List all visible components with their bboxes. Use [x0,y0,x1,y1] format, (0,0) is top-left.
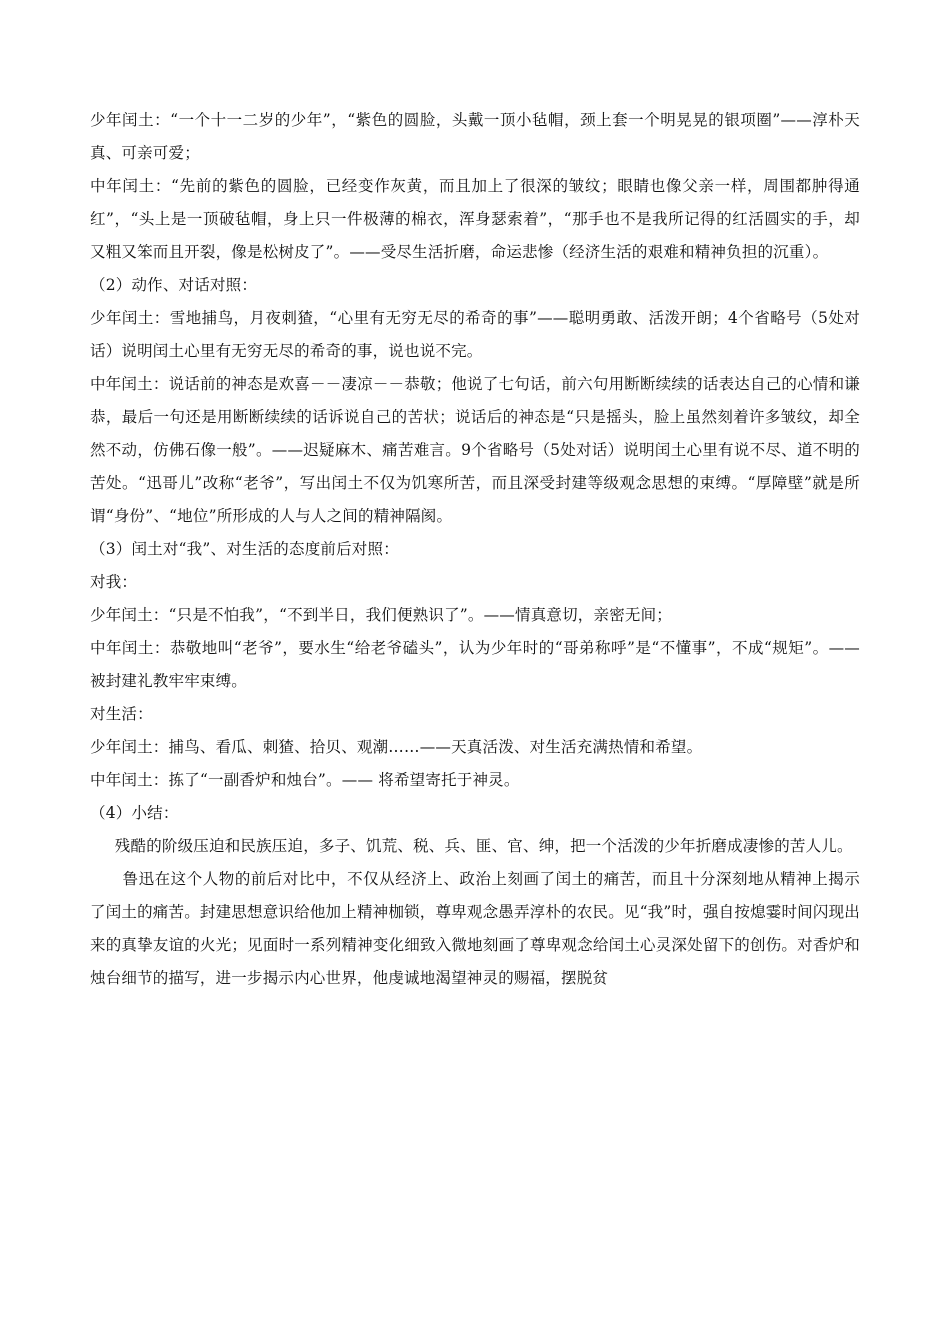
section-heading-summary: （4）小结： [90,804,179,822]
paragraph-middle-aged-runtu-toward-life: 中年闰土：拣了“一副香炉和烛台”。—— 将希望寄托于神灵。 [90,771,520,789]
paragraph-young-runtu-appearance: 少年闰土：“一个十一二岁的少年”，“紫色的圆脸，头戴一顶小毡帽，颈上套一个明晃晃的银项圈”——淳朴天真、可亲可爱； [90,111,860,162]
paragraph-summary-oppression: 残酷的阶级压迫和民族压迫，多子、饥荒、税、兵、匪、官、绅，把一个活泼的少年折磨成凄惨的苦人儿。 [114,837,853,855]
label-toward-life: 对生活： [90,705,153,723]
paragraph-middle-aged-runtu-toward-me: 中年闰土：恭敬地叫“老爷”，要水生“给老爷磕头”，认为少年时的“哥弟称呼”是“不懂事”，不成“规矩”。——被封建礼教牢牢束缚。 [90,639,860,690]
paragraph-middle-aged-runtu-dialogue: 中年闰土：说话前的神态是欢喜－－凄凉－－恭敬；他说了七句话，前六句用断断续续的话表达自己的心情和谦恭，最后一句还是用断断续续的话诉说自己的苦状；说话后的神态是“只是摇头，脸上虽然刻着许多皱纹，却全然不动，仿佛石像一般”。——迟疑麻木、痛苦难言。9个省略号（5处对话）说明闰土心里有说不尽、道不明的苦处。“迅哥儿”改称“老爷”，写出闰土不仅为饥寒所苦，而且深受封建等级观念思想的束缚。“厚障壁”就是所谓“身份”、“地位”所形成的人与人之间的精神隔阂。 [90,375,860,525]
paragraph-young-runtu-toward-life: 少年闰土：捕鸟、看瓜、刺猹、拾贝、观潮……——天真活泼、对生活充满热情和希望。 [90,738,703,756]
paragraph-middle-aged-runtu-appearance: 中年闰土：“先前的紫色的圆脸，已经变作灰黄，而且加上了很深的皱纹；眼睛也像父亲一样，周围都肿得通红”，“头上是一顶破毡帽，身上只一件极薄的棉衣，浑身瑟索着”，“那手也不是我所记得的红活圆实的手，却又粗又笨而且开裂，像是松树皮了”。——受尽生活折磨，命运悲惨（经济生活的艰难和精神负担的沉重）。 [90,177,860,261]
paragraph-young-runtu-actions: 少年闰土：雪地捕鸟，月夜刺猹，“心里有无穷无尽的希奇的事”——聪明勇敢、活泼开朗；4个省略号（5处对话）说明闰土心里有无穷无尽的希奇的事，说也说不完。 [90,309,860,360]
paragraph-summary-luxun-analysis: 鲁迅在这个人物的前后对比中，不仅从经济上、政治上刻画了闰土的痛苦，而且十分深刻地从精神上揭示了闰土的痛苦。封建思想意识给他加上精神枷锁，尊卑观念愚弄淳朴的农民。见“我”时，强自按熄霎时间闪现出来的真挚友谊的火光；见面时一系列精神变化细致入微地刻画了尊卑观念给闰土心灵深处留下的创伤。对香炉和烛台细节的描写，进一步揭示内心世界，他虔诚地渴望神灵的赐福，摆脱贫 [90,870,860,987]
section-heading-attitude: （3）闰土对“我”、对生活的态度前后对照： [90,540,399,558]
section-heading-actions-dialogue: （2）动作、对话对照： [90,276,258,294]
paragraph-young-runtu-toward-me: 少年闰土：“只是不怕我”，“不到半日，我们便熟识了”。——情真意切，亲密无间； [90,606,672,624]
label-toward-me: 对我： [90,573,138,591]
